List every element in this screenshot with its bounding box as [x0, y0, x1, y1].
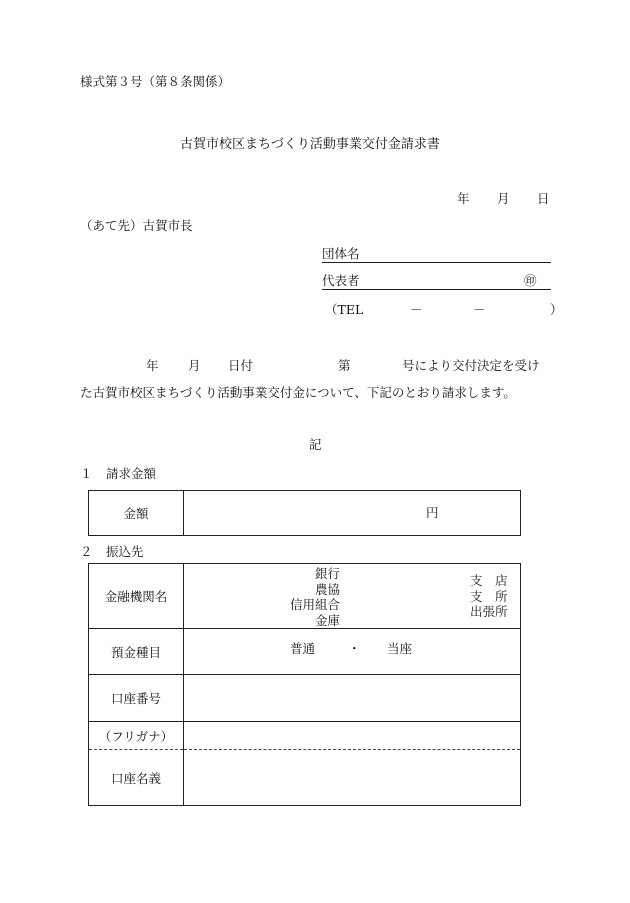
date-day: 日: [537, 191, 550, 206]
account-number-label: 口座番号: [89, 675, 184, 722]
account-type-label: 預金種目: [89, 629, 184, 675]
account-type-cell[interactable]: [184, 629, 521, 675]
body-line2: た古賀市校区まちづくり活動事業交付金について、下記のとおり請求します。: [80, 385, 516, 400]
amount-label: 金額: [89, 491, 184, 536]
section1-heading: 請求金額: [106, 466, 157, 481]
furigana-label: （フリガナ）: [89, 722, 184, 750]
branch-type-shisho: 支 所: [470, 588, 508, 604]
branch-type-shiten: 支 店: [470, 573, 508, 588]
date-year: 年: [457, 191, 470, 206]
body-month: 月: [188, 358, 201, 373]
addressee: （あて先）古賀市長: [80, 218, 193, 233]
representative-label: 代表者: [322, 273, 360, 288]
furigana-cell[interactable]: [184, 722, 521, 750]
tel-open: （TEL: [325, 302, 364, 317]
branch-types: [470, 573, 508, 620]
account-type-toza[interactable]: 当座: [387, 641, 413, 656]
body-dated: 日付: [228, 358, 254, 373]
body-year: 年: [146, 358, 159, 373]
institution-type-noukyou: 農協: [314, 581, 340, 597]
account-type-futsu[interactable]: 普通: [290, 641, 316, 656]
form-number: 様式第３号（第８条関係）: [80, 74, 231, 89]
tel-dash-2: －: [473, 302, 486, 317]
tel-close: ）: [550, 302, 563, 317]
institution-type-bank: 銀行: [314, 566, 340, 581]
date-month: 月: [497, 191, 510, 206]
section2-heading: 振込先: [106, 544, 144, 559]
body-line1-tail: 号により交付決定を受け: [402, 358, 540, 373]
account-type-separator: ・: [348, 641, 361, 656]
institution-type-kinko: 金庫: [314, 612, 340, 628]
institution-cell[interactable]: [184, 564, 521, 629]
org-name-label: 団体名: [322, 246, 360, 261]
body-no-prefix: 第: [338, 358, 351, 373]
document-title: 古賀市校区まちづくり活動事業交付金請求書: [180, 137, 440, 152]
institution-types: [290, 566, 340, 629]
yen-unit: 円: [426, 505, 439, 520]
account-name-cell[interactable]: [184, 750, 521, 806]
org-name-line[interactable]: [322, 262, 551, 263]
seal-mark: ㊞: [524, 273, 537, 288]
section1-number: １: [80, 466, 93, 481]
institution-type-credit-union: 信用組合: [289, 597, 340, 613]
section2-number: ２: [80, 544, 93, 559]
amount-table: [88, 490, 521, 536]
tel-dash-1: －: [410, 302, 423, 317]
institution-label: 金融機関名: [89, 564, 184, 629]
branch-type-shutchoujo: 出張所: [470, 604, 508, 620]
account-name-label: 口座名義: [89, 750, 184, 806]
bank-transfer-table: [88, 563, 521, 806]
ki-mark: 記: [309, 437, 322, 452]
representative-line[interactable]: [322, 289, 551, 290]
amount-value-cell[interactable]: [184, 491, 521, 536]
account-number-cell[interactable]: [184, 675, 521, 722]
